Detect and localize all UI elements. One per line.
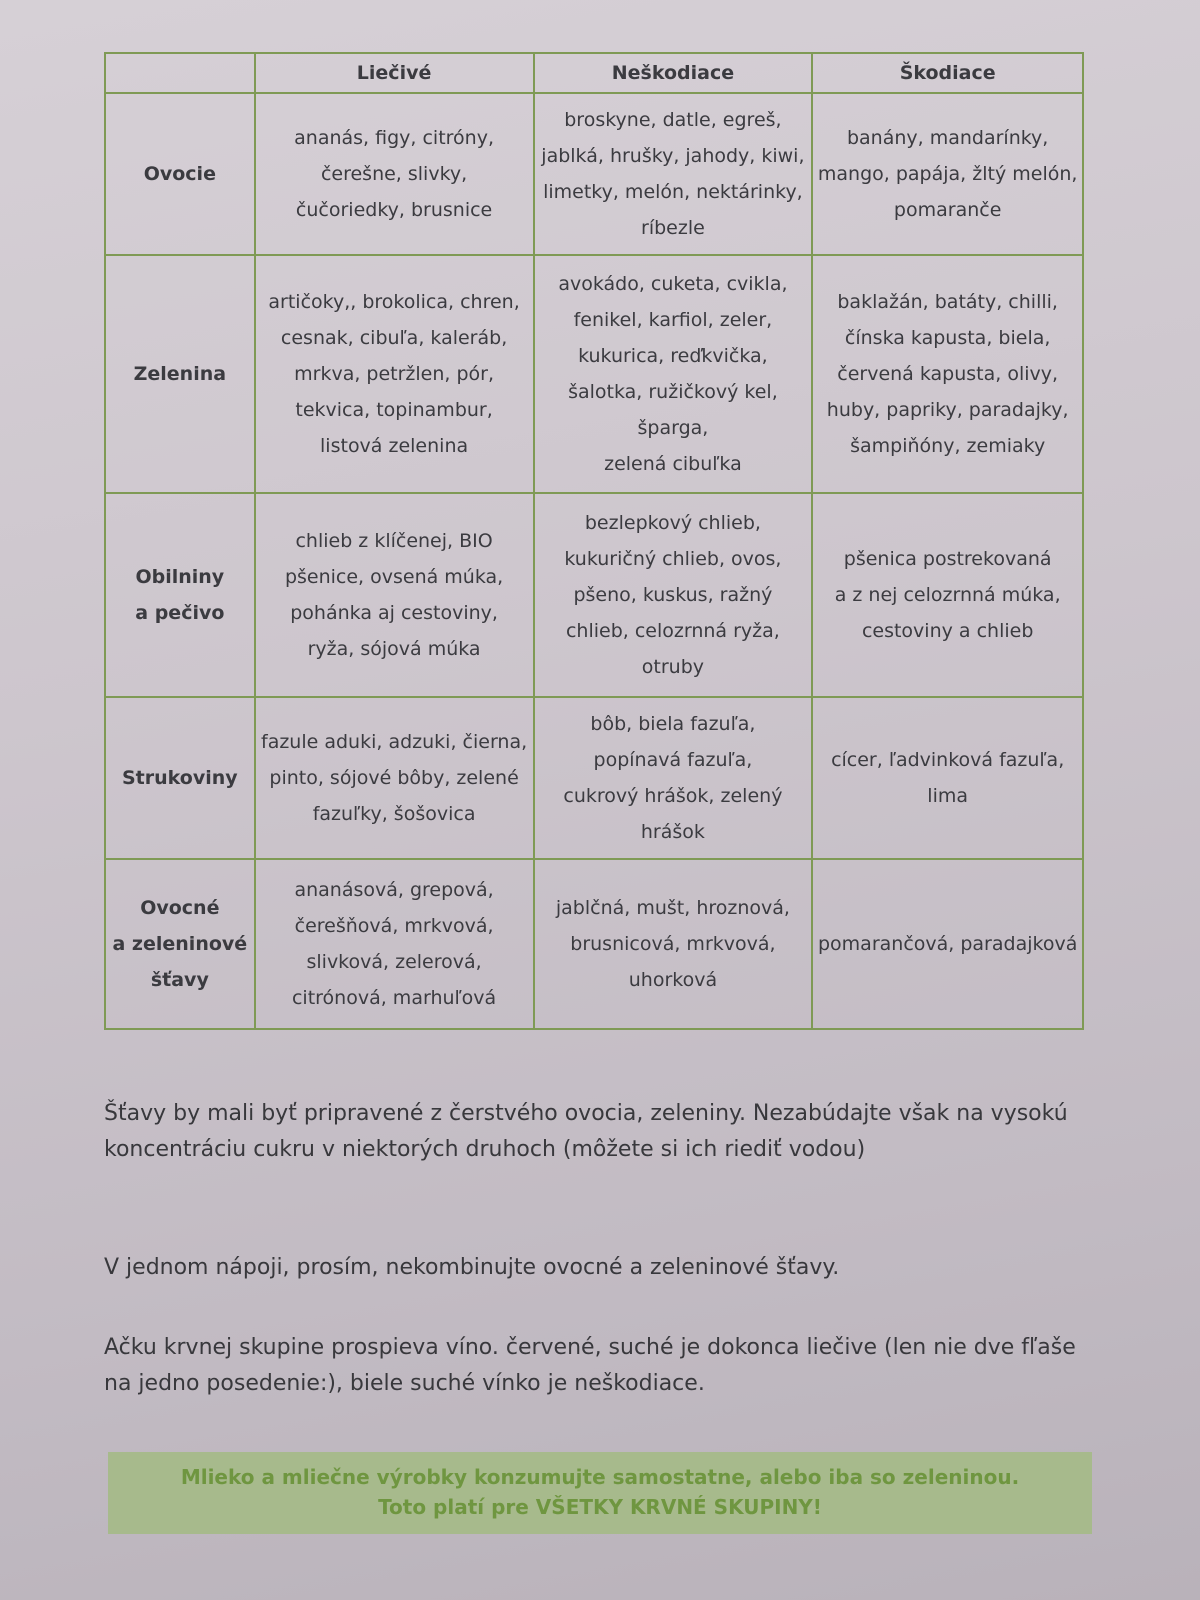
table-row: [105, 93, 1083, 255]
table-row: [105, 859, 1083, 1029]
table-row: [105, 493, 1083, 697]
row-category-obilniny: Obilniny a pečivo: [105, 493, 255, 697]
notice-line-1: Mlieko a mliečne výrobky konzumujte samostatne, alebo iba so zeleninou.: [180, 1465, 1020, 1489]
header-skodiace: Škodiace: [812, 53, 1083, 93]
cell-skodiace: pšenica postrekovaná a z nej celozrnná múka, cestoviny a chlieb: [812, 493, 1083, 697]
header-neskodiace: Neškodiace: [534, 53, 813, 93]
row-category-zelenina: Zelenina: [105, 255, 255, 493]
cell-liecive: chlieb z klíčenej, BIO pšenice, ovsená múka, pohánka aj cestoviny, ryža, sójová múka: [255, 493, 534, 697]
paragraph-wine: Ačku krvnej skupine prospieva víno. červené, suché je dokonca liečive (len nie dve fľaše na jedno posedenie:), biele suché vínko je neškodiace.: [104, 1335, 1076, 1396]
table-row: [105, 697, 1083, 859]
row-category-stavy: Ovocné a zeleninové šťavy: [105, 859, 255, 1029]
cell-skodiace: banány, mandarínky, mango, papája, žltý melón, pomaranče: [812, 93, 1083, 255]
table-row: [105, 255, 1083, 493]
cell-liecive: ananásová, grepová, čerešňová, mrkvová, slivková, zelerová, citrónová, marhuľová: [255, 859, 534, 1029]
paragraph-no-mixing: V jednom nápoji, prosím, nekombinujte ovocné a zeleninové šťavy.: [104, 1255, 840, 1280]
cell-liecive: ananás, figy, citróny, čerešne, slivky, čučoriedky, brusnice: [255, 93, 534, 255]
cell-neskodiace: jablčná, mušt, hroznová, brusnicová, mrkvová, uhorková: [534, 859, 813, 1029]
row-category-strukoviny: Strukoviny: [105, 697, 255, 859]
header-empty-cell: [105, 53, 255, 93]
cell-neskodiace: bôb, biela fazuľa, popínavá fazuľa, cukrový hrášok, zelený hrášok: [534, 697, 813, 859]
food-compatibility-table: [104, 52, 1084, 1030]
cell-neskodiace: broskyne, datle, egreš, jablká, hrušky, jahody, kiwi, limetky, melón, nektárinky, ríbezle: [534, 93, 813, 255]
header-liecive: Liečivé: [255, 53, 534, 93]
cell-liecive: artičoky,, brokolica, chren, cesnak, cibuľa, kaleráb, mrkva, petržlen, pór, tekvica, topinambur, listová zelenina: [255, 255, 534, 493]
table-header-row: [105, 53, 1083, 93]
cell-skodiace: pomarančová, paradajková: [812, 859, 1083, 1029]
cell-skodiace: baklažán, batáty, chilli, čínska kapusta, biela, červená kapusta, olivy, huby, papriky, paradajky, šampiňóny, zemiaky: [812, 255, 1083, 493]
row-category-ovocie: Ovocie: [105, 93, 255, 255]
dairy-notice-box: [108, 1452, 1092, 1534]
cell-liecive: fazule aduki, adzuki, čierna, pinto, sójové bôby, zelené fazuľky, šošovica: [255, 697, 534, 859]
notice-line-2: Toto platí pre VŠETKY KRVNÉ SKUPINY!: [378, 1495, 822, 1519]
paragraph-juices: Šťavy by mali byť pripravené z čerstvého ovocia, zeleniny. Nezabúdajte však na vysokú koncentráciu cukru v niektorých druhoch (môžete si ich riediť vodou): [104, 1101, 1068, 1162]
cell-neskodiace: avokádo, cuketa, cvikla, fenikel, karfiol, zeler, kukurica, reďkvička, šalotka, ružičkový kel, šparga, zelená cibuľka: [534, 255, 813, 493]
cell-neskodiace: bezlepkový chlieb, kukuričný chlieb, ovos, pšeno, kuskus, ražný chlieb, celozrnná ryža, otruby: [534, 493, 813, 697]
cell-skodiace: cícer, ľadvinková fazuľa, lima: [812, 697, 1083, 859]
